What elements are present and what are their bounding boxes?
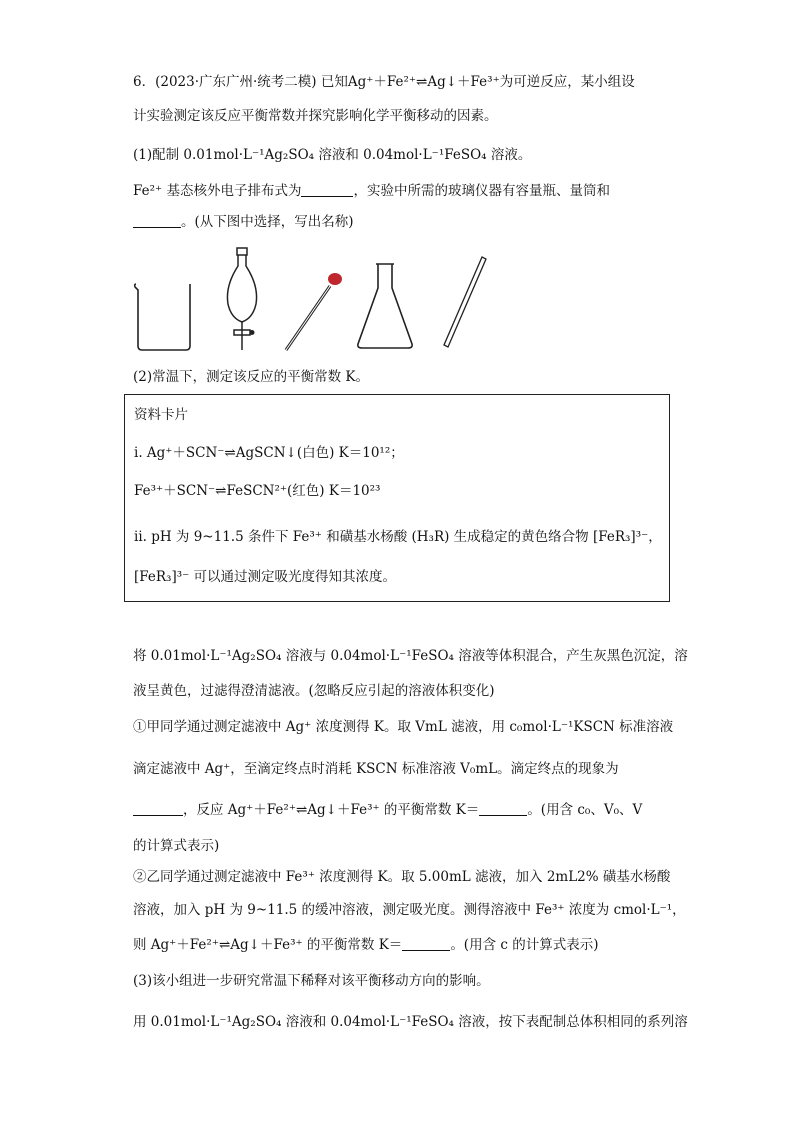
separatory-funnel-icon (222, 246, 262, 354)
question-line-2: 计实验测定该反应平衡常数并探究影响化学平衡移动的因素。 (133, 108, 498, 124)
body-line-3: ①甲同学通过测定滤液中 Ag⁺ 浓度测得 K。取 VmL 滤液，用 c₀mol·L⁻¹KSCN 标准溶液 (133, 719, 674, 735)
conical-flask-icon (354, 262, 416, 352)
body-line-1: 将 0.01mol·L⁻¹Ag₂SO₄ 溶液与 0.04mol·L⁻¹FeSO₄ 溶液等体积混合，产生灰黑色沉淀，溶 (133, 648, 688, 664)
answer-blank (301, 182, 353, 197)
body-line-11: 用 0.01mol·L⁻¹Ag₂SO₄ 溶液和 0.04mol·L⁻¹FeSO₄ 溶液，按下表配制总体积相同的系列溶 (133, 1014, 688, 1030)
body-line-9a: 则 Ag⁺＋Fe²⁺⇌Ag↓＋Fe³⁺ 的平衡常数 K＝ (133, 937, 403, 953)
body-line-7: ②乙同学通过测定滤液中 Fe³⁺ 浓度测得 K。取 5.00mL 滤液，加入 2mL2% 磺基水杨酸 (133, 869, 671, 885)
card-item-ii-2: [FeR₃]³⁻ 可以通过测定吸光度得知其浓度。 (134, 569, 397, 585)
body-line-5 (133, 800, 642, 820)
body-line-5b: 。(用含 c₀、V₀、V (527, 802, 643, 818)
apparatus-figures (130, 242, 490, 354)
body-line-8: 溶液，加入 pH 为 9~11.5 的缓冲溶液，测定吸光度。测得溶液中 Fe³⁺ 浓度为 cmol·L⁻¹， (133, 902, 686, 918)
card-item-i-1: ⅰ. Ag⁺＋SCN⁻⇌AgSCN↓(白色) K＝10¹²； (134, 445, 404, 461)
answer-blank (479, 801, 527, 816)
body-line-9 (133, 935, 599, 955)
body-line-10: (3)该小组进一步研究常温下稀释对该平衡移动方向的影响。 (133, 973, 490, 989)
body-line-6: 的计算式表示) (133, 838, 220, 854)
part1-line-1: (1)配制 0.01mol·L⁻¹Ag₂SO₄ 溶液和 0.04mol·L⁻¹FeSO₄ 溶液。 (133, 147, 532, 163)
part1-line-3 (133, 212, 354, 232)
glass-rod-icon (440, 254, 490, 350)
part1-line-2a: Fe²⁺ 基态核外电子排布式为 (133, 183, 302, 199)
card-title: 资料卡片 (134, 407, 188, 423)
body-line-5a: ，反应 Ag⁺＋Fe²⁺⇌Ag↓＋Fe³⁺ 的平衡常数 K＝ (183, 802, 480, 818)
part2-heading: (2)常温下，测定该反应的平衡常数 K。 (133, 369, 369, 385)
answer-blank (133, 801, 183, 816)
part1-line-2b: ，实验中所需的玻璃仪器有容量瓶、量筒和 (353, 183, 610, 199)
dropper-icon (282, 270, 352, 354)
body-line-9b: 。(用含 c 的计算式表示) (450, 937, 599, 953)
body-line-4: 滴定滤液中 Ag⁺，至滴定终点时消耗 KSCN 标准溶液 V₀mL。滴定终点的现象为 (133, 761, 619, 777)
card-item-ii-1: ⅱ. pH 为 9~11.5 条件下 Fe³⁺ 和磺基水杨酸 (H₃R) 生成稳定的黄色络合物 [FeR₃]³⁻， (134, 529, 662, 545)
beaker-icon (132, 280, 196, 352)
part1-line-3-text: 。(从下图中选择，写出名称) (181, 214, 354, 230)
card-item-i-2: Fe³⁺＋SCN⁻⇌FeSCN²⁺(红色) K＝10²³ (134, 483, 381, 499)
part1-line-2 (133, 181, 610, 201)
answer-blank (402, 936, 450, 951)
answer-blank (133, 213, 181, 228)
body-line-2: 液呈黄色，过滤得澄清滤液。(忽略反应引起的溶液体积变化) (133, 683, 495, 699)
question-line-1: 6．(2023·广东广州·统考二模) 已知Ag⁺＋Fe²⁺⇌Ag↓＋Fe³⁺为可逆反应，某小组设 (133, 74, 635, 90)
data-card (124, 394, 670, 602)
